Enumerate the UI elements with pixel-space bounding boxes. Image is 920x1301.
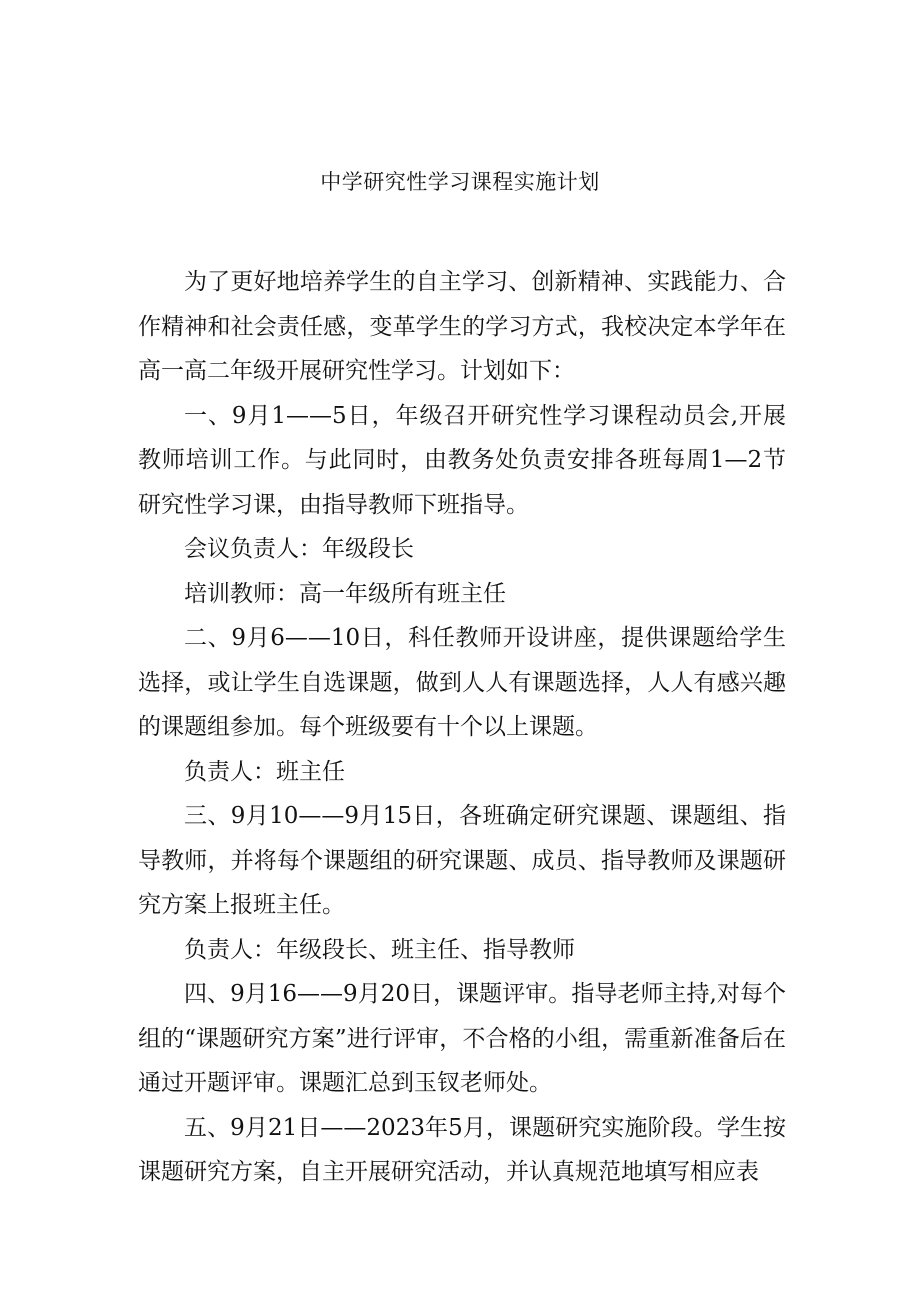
paragraph-step-2-owner: 负责人：班主任 [184,758,345,785]
paragraph-step-3-owner: 负责人：年级段长、班主任、指导教师 [184,936,575,963]
paragraph-training-teachers: 培训教师：高一年级所有班主任 [184,580,506,607]
paragraph-step-2: 二、9月6——10日，科任教师开设讲座，提供课题给学生选择，或让学生自选课题，做到人人有课题选择，人人有感兴趣的课题组参加。每个班级要有十个以上课题。 [138,625,786,740]
paragraph-step-1: 一、9月1——5日，年级召开研究性学习课程动员会,开展教师培训工作。与此同时，由教务处负责安排各班每周1—2节研究性学习课，由指导教师下班指导。 [138,402,786,518]
paragraph-step-5: 五、9月21日——2023年5月，课题研究实施阶段。学生按课题研究方案，自主开展研究活动，并认真规范地填写相应表 [138,1114,786,1185]
paragraph-intro: 为了更好地培养学生的自主学习、创新精神、实践能力、合作精神和社会责任感，变革学生的学习方式，我校决定本学年在高一高二年级开展研究性学习。计划如下： [138,269,786,384]
paragraph-step-4: 四、9月16——9月20日，课题评审。指导老师主持,对每个组的“课题研究方案”进行评审，不合格的小组，需重新准备后在通过开题评审。课题汇总到玉钗老师处。 [138,981,786,1096]
paragraph-meeting-owner: 会议负责人：年级段长 [184,536,414,562]
paragraph-step-3: 三、9月10——9月15日，各班确定研究课题、课题组、指导教师，并将每个课题组的研究课题、成员、指导教师及课题研究方案上报班主任。 [138,803,786,918]
document-body [138,260,786,1195]
document-title: 中学研究性学习课程实施计划 [320,170,600,194]
